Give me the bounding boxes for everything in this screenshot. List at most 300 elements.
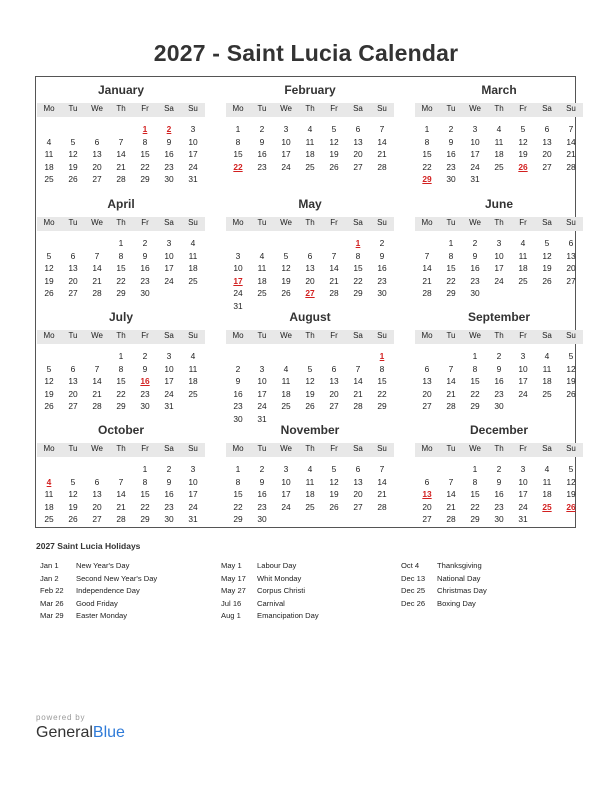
weekday-header — [415, 330, 583, 344]
weekday-label: Mo — [43, 218, 55, 227]
day-cell: 18 — [542, 489, 552, 499]
day-cell: 12 — [68, 489, 78, 499]
weekday-label: Tu — [68, 104, 78, 113]
holiday-date: May 27 — [221, 586, 246, 595]
day-cell: 25 — [44, 514, 54, 524]
day-cell: 14 — [92, 376, 102, 386]
day-cell: 22 — [470, 501, 480, 512]
day-cell: 18 — [257, 275, 267, 286]
brand-name — [36, 724, 125, 742]
weekday-header — [226, 217, 394, 231]
holiday-date: Mar 29 — [40, 611, 64, 620]
holiday-name: Labour Day — [257, 561, 297, 570]
weekday-label: Mo — [421, 104, 433, 113]
day-cell: 29 — [116, 288, 126, 298]
holiday-date: Mar 26 — [40, 598, 64, 608]
day-cell: 26 — [566, 388, 576, 399]
day-cell: 8 — [355, 250, 361, 261]
weekday-label: Sa — [542, 444, 552, 453]
weekday-label: Mo — [232, 104, 244, 113]
day-cell: 6 — [424, 476, 430, 487]
day-cell: 4 — [190, 351, 196, 361]
day-cell: 27 — [68, 288, 78, 298]
day-cell: 30 — [140, 401, 150, 411]
day-cell: 17 — [257, 388, 267, 399]
day-cell: 23 — [140, 275, 150, 286]
day-cell: 31 — [188, 514, 198, 524]
day-cell: 5 — [544, 238, 550, 248]
holidays-title: 2027 Saint Lucia Holidays — [36, 541, 141, 551]
holiday-day-cell: 26 — [518, 161, 528, 172]
holiday-day-cell: 27 — [305, 288, 315, 298]
weekday-label: Fr — [519, 218, 527, 227]
day-cell: 22 — [470, 388, 480, 399]
weekday-label: Fr — [330, 331, 338, 340]
brand-logo[interactable] — [36, 713, 125, 742]
day-cell: 13 — [353, 136, 363, 147]
day-cell: 9 — [496, 363, 502, 374]
day-cell: 4 — [520, 238, 526, 248]
day-cell: 30 — [233, 413, 243, 424]
day-cell: 9 — [142, 363, 148, 374]
weekday-label: Fr — [141, 444, 149, 453]
day-cell: 27 — [68, 401, 78, 411]
holiday-name: Good Friday — [76, 598, 118, 608]
day-cell: 11 — [305, 136, 315, 147]
day-cell: 4 — [496, 124, 502, 134]
day-cell: 12 — [329, 136, 339, 147]
day-cell: 30 — [140, 288, 150, 298]
weekday-label: Th — [116, 104, 126, 113]
weekday-label: Mo — [43, 331, 55, 340]
day-cell: 22 — [140, 501, 150, 512]
weekday-label: Fr — [330, 218, 338, 227]
day-cell: 6 — [544, 124, 550, 134]
day-cell: 23 — [257, 161, 267, 172]
holiday-date: Jul 16 — [221, 598, 242, 608]
weekday-label: Fr — [519, 104, 527, 113]
holiday-name: Christmas Day — [437, 586, 487, 595]
day-cell: 30 — [164, 174, 174, 184]
day-cell: 21 — [377, 149, 387, 159]
day-cell: 21 — [422, 275, 432, 286]
day-cell: 2 — [259, 124, 265, 134]
holiday-date: May 1 — [221, 561, 242, 570]
day-cell: 12 — [566, 476, 576, 487]
weekday-label: Tu — [68, 218, 78, 227]
day-cell: 5 — [70, 136, 76, 147]
day-cell: 1 — [448, 238, 454, 248]
day-cell: 28 — [446, 514, 456, 524]
day-cell: 5 — [520, 124, 526, 134]
weekday-header — [226, 103, 394, 117]
day-cell: 6 — [70, 363, 76, 374]
day-cell: 13 — [68, 263, 78, 273]
day-cell: 3 — [166, 238, 172, 248]
day-cell: 9 — [166, 476, 172, 487]
day-cell: 8 — [424, 136, 430, 147]
weekday-label: Tu — [446, 218, 456, 227]
day-cell: 14 — [422, 263, 432, 273]
holiday-day-cell: 4 — [46, 476, 52, 487]
day-cell: 15 — [140, 489, 150, 499]
month-name: August — [289, 310, 331, 324]
day-cell: 24 — [281, 161, 291, 172]
weekday-label: We — [280, 218, 292, 227]
holiday-date: Jan 2 — [40, 573, 59, 583]
day-cell: 23 — [164, 501, 174, 512]
day-cell: 25 — [188, 388, 198, 399]
day-cell: 1 — [118, 351, 124, 361]
day-cell: 29 — [377, 401, 387, 411]
weekday-header — [37, 330, 205, 344]
day-cell: 26 — [542, 275, 552, 286]
day-cell: 3 — [190, 124, 196, 134]
day-cell: 20 — [92, 501, 102, 512]
calendar-grid — [35, 76, 576, 528]
day-cell: 20 — [422, 388, 432, 399]
holiday-day-cell: 2 — [166, 124, 172, 134]
weekday-label: We — [280, 331, 292, 340]
day-cell: 10 — [188, 476, 198, 487]
day-cell: 10 — [518, 476, 528, 487]
day-cell: 19 — [329, 149, 339, 159]
day-cell: 14 — [116, 149, 126, 159]
weekday-label: Su — [566, 444, 576, 453]
day-cell: 24 — [518, 501, 528, 512]
day-cell: 12 — [329, 476, 339, 487]
day-cell: 10 — [281, 476, 291, 487]
weekday-label: Sa — [353, 218, 363, 227]
weekday-label: Su — [566, 104, 576, 113]
day-cell: 20 — [329, 388, 339, 399]
month-name: July — [108, 310, 133, 324]
day-cell: 20 — [422, 501, 432, 512]
day-cell: 8 — [472, 363, 478, 374]
holiday-day-cell: 25 — [542, 501, 552, 512]
day-cell: 25 — [281, 401, 291, 411]
day-cell: 1 — [142, 464, 148, 474]
day-cell: 4 — [190, 238, 196, 248]
day-cell: 6 — [307, 250, 313, 261]
day-cell: 19 — [566, 489, 576, 499]
day-cell: 12 — [566, 363, 576, 374]
holiday-day-cell: 16 — [140, 376, 150, 386]
weekday-label: Th — [494, 331, 504, 340]
weekday-label: Su — [188, 104, 198, 113]
day-cell: 29 — [116, 401, 126, 411]
day-cell: 9 — [142, 250, 148, 261]
weekday-label: Tu — [446, 104, 456, 113]
weekday-label: Su — [566, 218, 576, 227]
day-cell: 13 — [92, 489, 102, 499]
weekday-label: Sa — [542, 218, 552, 227]
day-cell: 19 — [566, 376, 576, 386]
weekday-label: Sa — [164, 104, 174, 113]
weekday-label: Su — [188, 331, 198, 340]
weekday-label: Mo — [232, 218, 244, 227]
day-cell: 18 — [494, 149, 504, 159]
day-cell: 15 — [422, 149, 432, 159]
weekday-label: We — [469, 331, 481, 340]
holiday-day-cell: 17 — [233, 275, 243, 286]
day-cell: 14 — [353, 376, 363, 386]
day-cell: 19 — [329, 489, 339, 499]
day-cell: 28 — [446, 401, 456, 411]
weekday-label: Tu — [446, 331, 456, 340]
day-cell: 29 — [140, 514, 150, 524]
day-cell: 11 — [518, 250, 528, 261]
day-cell: 28 — [116, 514, 126, 524]
day-cell: 18 — [188, 263, 198, 273]
day-cell: 8 — [379, 363, 385, 374]
day-cell: 3 — [283, 124, 289, 134]
day-cell: 31 — [257, 413, 267, 424]
day-cell: 10 — [518, 363, 528, 374]
day-cell: 7 — [118, 476, 124, 487]
holiday-day-cell: 26 — [566, 501, 576, 512]
day-cell: 2 — [472, 238, 478, 248]
weekday-label: Mo — [421, 331, 433, 340]
day-cell: 14 — [329, 263, 339, 273]
day-cell: 19 — [518, 149, 528, 159]
day-cell: 22 — [116, 275, 126, 286]
holiday-name: Independence Day — [76, 586, 140, 595]
day-cell: 24 — [164, 388, 174, 399]
day-cell: 29 — [446, 288, 456, 298]
day-cell: 11 — [188, 250, 198, 261]
day-cell: 8 — [118, 250, 124, 261]
day-cell: 24 — [188, 161, 198, 172]
day-cell: 24 — [164, 275, 174, 286]
day-cell: 24 — [470, 161, 480, 172]
day-cell: 23 — [257, 501, 267, 512]
day-cell: 8 — [448, 250, 454, 261]
weekday-label: Sa — [542, 331, 552, 340]
day-cell: 14 — [92, 263, 102, 273]
day-cell: 12 — [281, 263, 291, 273]
day-cell: 28 — [92, 288, 102, 298]
day-cell: 26 — [329, 501, 339, 512]
day-cell: 4 — [544, 351, 550, 361]
day-cell: 25 — [44, 174, 54, 184]
day-cell: 7 — [379, 464, 385, 474]
day-cell: 4 — [283, 363, 289, 374]
day-cell: 3 — [520, 351, 526, 361]
day-cell: 18 — [188, 376, 198, 386]
day-cell: 14 — [377, 476, 387, 487]
weekday-label: Tu — [446, 444, 456, 453]
day-cell: 28 — [329, 288, 339, 298]
holiday-name: Thanksgiving — [437, 561, 482, 570]
day-cell: 15 — [446, 263, 456, 273]
day-cell: 6 — [70, 250, 76, 261]
day-cell: 28 — [377, 501, 387, 512]
weekday-label: Th — [305, 444, 315, 453]
weekday-label: We — [91, 104, 103, 113]
day-cell: 7 — [424, 250, 430, 261]
day-cell: 17 — [188, 149, 198, 159]
weekday-label: Fr — [141, 218, 149, 227]
day-cell: 22 — [422, 161, 432, 172]
day-cell: 24 — [188, 501, 198, 512]
day-cell: 19 — [68, 161, 78, 172]
day-cell: 24 — [257, 401, 267, 411]
day-cell: 18 — [281, 388, 291, 399]
day-cell: 19 — [44, 388, 54, 399]
day-cell: 2 — [259, 464, 265, 474]
day-cell: 14 — [446, 376, 456, 386]
day-cell: 23 — [494, 388, 504, 399]
day-cell: 3 — [520, 464, 526, 474]
day-cell: 16 — [257, 149, 267, 159]
month-name: October — [97, 423, 144, 437]
day-cell: 2 — [142, 351, 148, 361]
weekday-label: Mo — [43, 444, 55, 453]
day-cell: 25 — [305, 161, 315, 172]
weekday-label: Th — [305, 104, 315, 113]
day-cell: 19 — [281, 275, 291, 286]
weekday-label: Su — [377, 331, 387, 340]
day-cell: 16 — [494, 376, 504, 386]
day-cell: 18 — [44, 501, 54, 512]
day-cell: 5 — [307, 363, 313, 374]
weekday-label: Sa — [164, 218, 174, 227]
weekday-label: We — [469, 104, 481, 113]
weekday-label: Th — [116, 331, 126, 340]
weekday-label: We — [280, 104, 292, 113]
day-cell: 20 — [68, 388, 78, 399]
day-cell: 13 — [353, 476, 363, 487]
day-cell: 28 — [353, 401, 363, 411]
month-name: November — [280, 423, 340, 437]
day-cell: 18 — [44, 161, 54, 172]
day-cell: 30 — [164, 514, 174, 524]
day-cell: 26 — [68, 514, 78, 524]
holiday-day-cell: 22 — [233, 161, 243, 172]
day-cell: 8 — [472, 476, 478, 487]
day-cell: 17 — [164, 376, 174, 386]
day-cell: 22 — [116, 388, 126, 399]
day-cell: 5 — [46, 363, 52, 374]
day-cell: 2 — [448, 124, 454, 134]
day-cell: 5 — [46, 250, 52, 261]
day-cell: 8 — [235, 476, 241, 487]
weekday-header — [415, 103, 583, 117]
holiday-date: Jan 1 — [40, 561, 59, 570]
month-name: January — [97, 83, 145, 97]
holiday-name: Second New Year's Day — [76, 573, 158, 583]
day-cell: 31 — [188, 174, 198, 184]
holiday-name: Carnival — [257, 598, 285, 608]
month-name: April — [107, 197, 135, 211]
day-cell: 19 — [68, 501, 78, 512]
day-cell: 12 — [518, 136, 528, 147]
day-cell: 7 — [118, 136, 124, 147]
day-cell: 3 — [166, 351, 172, 361]
day-cell: 1 — [235, 124, 241, 134]
day-cell: 20 — [305, 275, 315, 286]
weekday-label: Sa — [353, 444, 363, 453]
weekday-label: Fr — [330, 104, 338, 113]
day-cell: 3 — [259, 363, 265, 374]
day-cell: 29 — [233, 514, 243, 524]
day-cell: 9 — [379, 250, 385, 261]
day-cell: 8 — [118, 363, 124, 374]
day-cell: 10 — [494, 250, 504, 261]
day-cell: 7 — [448, 363, 454, 374]
month-name: February — [284, 83, 336, 97]
day-cell: 2 — [496, 351, 502, 361]
weekday-label: Su — [188, 218, 198, 227]
holiday-date: Feb 22 — [40, 586, 64, 595]
day-cell: 3 — [235, 250, 241, 261]
day-cell: 17 — [518, 489, 528, 499]
month-name: December — [469, 423, 529, 437]
weekday-label: We — [469, 218, 481, 227]
holiday-name: Whit Monday — [257, 573, 302, 583]
day-cell: 7 — [379, 124, 385, 134]
day-cell: 31 — [518, 514, 528, 524]
day-cell: 27 — [329, 401, 339, 411]
weekday-label: Sa — [353, 331, 363, 340]
day-cell: 18 — [305, 489, 315, 499]
weekday-header — [37, 103, 205, 117]
day-cell: 6 — [94, 136, 100, 147]
day-cell: 16 — [446, 149, 456, 159]
day-cell: 25 — [305, 501, 315, 512]
day-cell: 4 — [307, 464, 313, 474]
day-cell: 29 — [470, 514, 480, 524]
holiday-name: Corpus Christi — [257, 586, 306, 595]
holiday-day-cell: 1 — [142, 124, 148, 134]
day-cell: 14 — [446, 489, 456, 499]
day-cell: 9 — [259, 136, 265, 147]
day-cell: 16 — [140, 263, 150, 273]
day-cell: 3 — [496, 238, 502, 248]
day-cell: 14 — [116, 489, 126, 499]
day-cell: 13 — [542, 136, 552, 147]
weekday-label: Tu — [257, 218, 267, 227]
day-cell: 17 — [188, 489, 198, 499]
day-cell: 10 — [233, 263, 243, 273]
brand-name-blue: Blue — [92, 724, 125, 741]
day-cell: 22 — [446, 275, 456, 286]
day-cell: 15 — [116, 376, 126, 386]
weekday-label: Fr — [141, 331, 149, 340]
day-cell: 10 — [470, 136, 480, 147]
day-cell: 15 — [377, 376, 387, 386]
weekday-header — [226, 443, 394, 457]
weekday-label: Mo — [421, 444, 433, 453]
day-cell: 27 — [92, 174, 102, 184]
weekday-label: Fr — [141, 104, 149, 113]
weekday-label: Su — [566, 331, 576, 340]
day-cell: 22 — [377, 388, 387, 399]
day-cell: 21 — [566, 149, 576, 159]
weekday-header — [37, 443, 205, 457]
day-cell: 18 — [542, 376, 552, 386]
day-cell: 26 — [329, 161, 339, 172]
weekday-label: Tu — [257, 104, 267, 113]
day-cell: 5 — [568, 464, 574, 474]
weekday-label: Su — [377, 104, 387, 113]
day-cell: 17 — [494, 263, 504, 273]
brand-name-general: General — [36, 724, 93, 741]
day-cell: 11 — [542, 476, 552, 487]
day-cell: 6 — [424, 363, 430, 374]
day-cell: 7 — [94, 363, 100, 374]
